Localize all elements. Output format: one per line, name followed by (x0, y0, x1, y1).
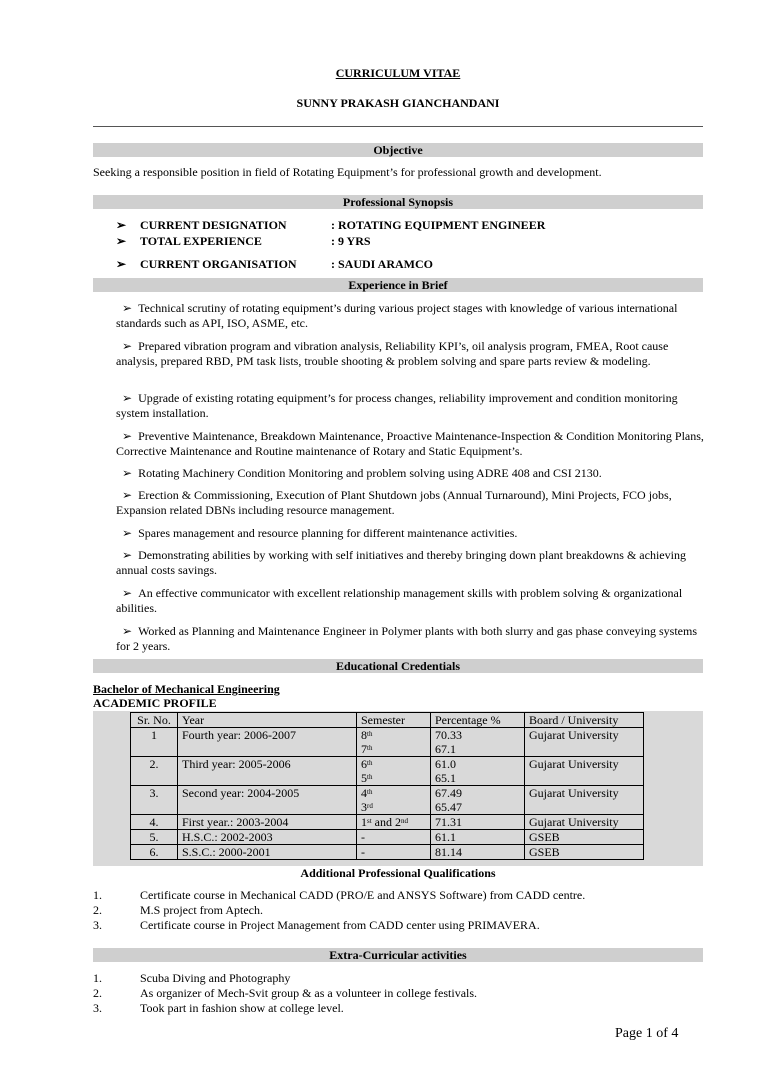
board-cell: GSEB (525, 845, 644, 860)
percentage-cell (431, 786, 525, 815)
semester-suffix: th (367, 773, 373, 781)
experience-text: Demonstrating abilities by working with self initiatives and thereby bringing down plant breakdowns & achieving annual costs savings. (116, 548, 686, 577)
year-cell: Fourth year: 2006-2007 (178, 728, 357, 757)
experience-item (116, 548, 706, 578)
objective-text: Seeking a responsible position in field of Rotating Equipment’s for professional growth and development. (93, 165, 602, 179)
synopsis-label: CURRENT ORGANISATION (140, 257, 297, 271)
academic-profile-label: ACADEMIC PROFILE (93, 696, 217, 710)
percentage-cell: 61.1 (431, 830, 525, 845)
year-cell: First year.: 2003-2004 (178, 815, 357, 830)
candidate-name: SUNNY PRAKASH GIANCHANDANI (296, 96, 500, 110)
table-row (131, 815, 644, 830)
column-header: Percentage % (431, 713, 525, 728)
sr-no-cell: 6. (131, 845, 178, 860)
experience-text: Upgrade of existing rotating equipment’s for process changes, reliability improvement and condition monitoring system installation. (116, 391, 678, 420)
experience-item (116, 391, 706, 421)
list-number: 2. (93, 986, 102, 1000)
bullet-arrow-icon: ➢ (122, 391, 133, 405)
table-header-row (131, 713, 644, 728)
semester-cell (357, 728, 431, 757)
percentage-cell (431, 757, 525, 786)
page-number: Page 1 of 4 (615, 1026, 679, 1041)
qualification-text: M.S project from Aptech. (140, 903, 263, 917)
semester-value: 4 (361, 786, 367, 800)
sr-no-cell: 2. (131, 757, 178, 786)
experience-text: An effective communicator with excellent relationship management skills with problem solving & organizational abilities. (116, 586, 683, 615)
semester-cell (357, 757, 431, 786)
experience-text: Spares management and resource planning for different maintenance activities. (138, 526, 518, 540)
bullet-arrow-icon: ➢ (122, 526, 133, 540)
bullet-arrow-icon: ➢ (122, 488, 133, 502)
sr-no-cell: 5. (131, 830, 178, 845)
sr-no-cell: 3. (131, 786, 178, 815)
percentage-value: 65.47 (435, 800, 462, 814)
year-cell: S.S.C.: 2000-2001 (178, 845, 357, 860)
year-cell: H.S.C.: 2002-2003 (178, 830, 357, 845)
experience-item (116, 488, 706, 518)
semester-value: and 2 (371, 815, 401, 829)
semester-cell: - (357, 845, 431, 860)
percentage-cell: 71.31 (431, 815, 525, 830)
year-cell: Third year: 2005-2006 (178, 757, 357, 786)
bullet-arrow-icon: ➢ (122, 466, 133, 480)
synopsis-label: CURRENT DESIGNATION (140, 218, 287, 232)
semester-value: 5 (361, 771, 367, 785)
experience-item (116, 466, 706, 481)
semester-value: 6 (361, 757, 367, 771)
experience-item (116, 339, 706, 369)
bullet-arrow-icon: ➢ (122, 429, 133, 443)
extra-curricular-heading: Extra-Curricular activities (93, 948, 703, 962)
list-number: 1. (93, 971, 102, 985)
synopsis-value: : 9 YRS (331, 234, 371, 248)
board-cell: GSEB (525, 830, 644, 845)
column-header: Year (178, 713, 357, 728)
semester-value: 8 (361, 728, 367, 742)
table-row (131, 728, 644, 757)
experience-text: Rotating Machinery Condition Monitoring and problem solving using ADRE 408 and CSI 2130. (138, 466, 602, 480)
activity-text: Scuba Diving and Photography (140, 971, 291, 985)
percentage-value: 67.49 (435, 786, 462, 800)
sr-no-cell: 1 (131, 728, 178, 757)
experience-item (116, 624, 706, 654)
experience-item (116, 301, 706, 331)
degree-title: Bachelor of Mechanical Engineering (93, 682, 280, 696)
column-header: Board / University (525, 713, 644, 728)
bullet-arrow-icon: ➢ (122, 339, 133, 353)
bullet-arrow-icon: ➢ (122, 301, 133, 315)
synopsis-value: : ROTATING EQUIPMENT ENGINEER (331, 218, 546, 232)
document-title: CURRICULUM VITAE (335, 66, 461, 80)
percentage-value: 61.0 (435, 757, 456, 771)
experience-text: Erection & Commissioning, Execution of Plant Shutdown jobs (Annual Turnaround), Mini Projects, FCO jobs, Expansion related DBNs including resource management. (116, 488, 672, 517)
semester-suffix: th (367, 730, 373, 738)
experience-heading: Experience in Brief (93, 278, 703, 292)
synopsis-heading: Professional Synopsis (93, 195, 703, 209)
semester-suffix: th (367, 759, 373, 767)
qualification-text: Certificate course in Mechanical CADD (PRO/E and ANSYS Software) from CADD centre. (140, 888, 586, 902)
experience-text: Preventive Maintenance, Breakdown Maintenance, Proactive Maintenance-Inspection & Condition Monitoring Plans, Corrective Maintenance and Routine maintenance of Rotary and Static Equipment’s. (116, 429, 704, 458)
semester-cell: - (357, 830, 431, 845)
column-header: Semester (357, 713, 431, 728)
list-number: 3. (93, 918, 102, 932)
column-header: Sr. No. (131, 713, 178, 728)
year-cell: Second year: 2004-2005 (178, 786, 357, 815)
sr-no-cell: 4. (131, 815, 178, 830)
bullet-arrow-icon: ➢ (122, 548, 133, 562)
percentage-cell (431, 728, 525, 757)
semester-value: 7 (361, 742, 367, 756)
semester-suffix: th (367, 788, 373, 796)
table-row (131, 830, 644, 845)
list-number: 1. (93, 888, 102, 902)
bullet-arrow-icon: ➢ (122, 586, 133, 600)
experience-text: Technical scrutiny of rotating equipment’s during various project stages with knowledge of various international standards such as API, ISO, ASME, etc. (116, 301, 678, 330)
synopsis-bullet-icon: ➢ (116, 234, 127, 248)
semester-suffix: nd (401, 817, 408, 825)
qualification-text: Certificate course in Project Management from CADD center using PRIMAVERA. (140, 918, 540, 932)
semester-value: 3 (361, 800, 367, 814)
synopsis-label: TOTAL EXPERIENCE (140, 234, 262, 248)
experience-item (116, 586, 706, 616)
academic-profile-table (130, 712, 644, 860)
activity-text: Took part in fashion show at college level. (140, 1001, 344, 1015)
percentage-cell: 81.14 (431, 845, 525, 860)
table-row (131, 786, 644, 815)
activity-text: As organizer of Mech-Svit group & as a volunteer in college festivals. (140, 986, 478, 1000)
header-divider (93, 126, 703, 127)
additional-qualifications-heading: Additional Professional Qualifications (300, 866, 496, 880)
table-row (131, 757, 644, 786)
synopsis-value: : SAUDI ARAMCO (331, 257, 433, 271)
table-row (131, 845, 644, 860)
experience-item (116, 429, 706, 459)
semester-value: 1 (361, 815, 367, 829)
experience-text: Worked as Planning and Maintenance Engineer in Polymer plants with both slurry and gas phase conveying systems for 2 years. (116, 624, 697, 653)
percentage-value: 67.1 (435, 742, 456, 756)
objective-heading: Objective (93, 143, 703, 157)
board-cell: Gujarat University (525, 757, 644, 786)
synopsis-bullet-icon: ➢ (116, 257, 127, 271)
percentage-value: 70.33 (435, 728, 462, 742)
bullet-arrow-icon: ➢ (122, 624, 133, 638)
education-heading: Educational Credentials (93, 659, 703, 673)
experience-item (116, 526, 706, 541)
list-number: 2. (93, 903, 102, 917)
experience-text: Prepared vibration program and vibration analysis, Reliability KPI’s, oil analysis program, FMEA, Root cause analysis, prepared RBD, PM task lists, trouble shooting & problem solving and spare parts review & modeling. (116, 339, 669, 368)
semester-suffix: st (367, 817, 372, 825)
semester-cell (357, 786, 431, 815)
semester-suffix: th (367, 744, 373, 752)
percentage-value: 65.1 (435, 771, 456, 785)
board-cell: Gujarat University (525, 815, 644, 830)
list-number: 3. (93, 1001, 102, 1015)
semester-suffix: rd (367, 802, 373, 810)
synopsis-bullet-icon: ➢ (116, 218, 127, 232)
semester-cell (357, 815, 431, 830)
board-cell: Gujarat University (525, 728, 644, 757)
board-cell: Gujarat University (525, 786, 644, 815)
